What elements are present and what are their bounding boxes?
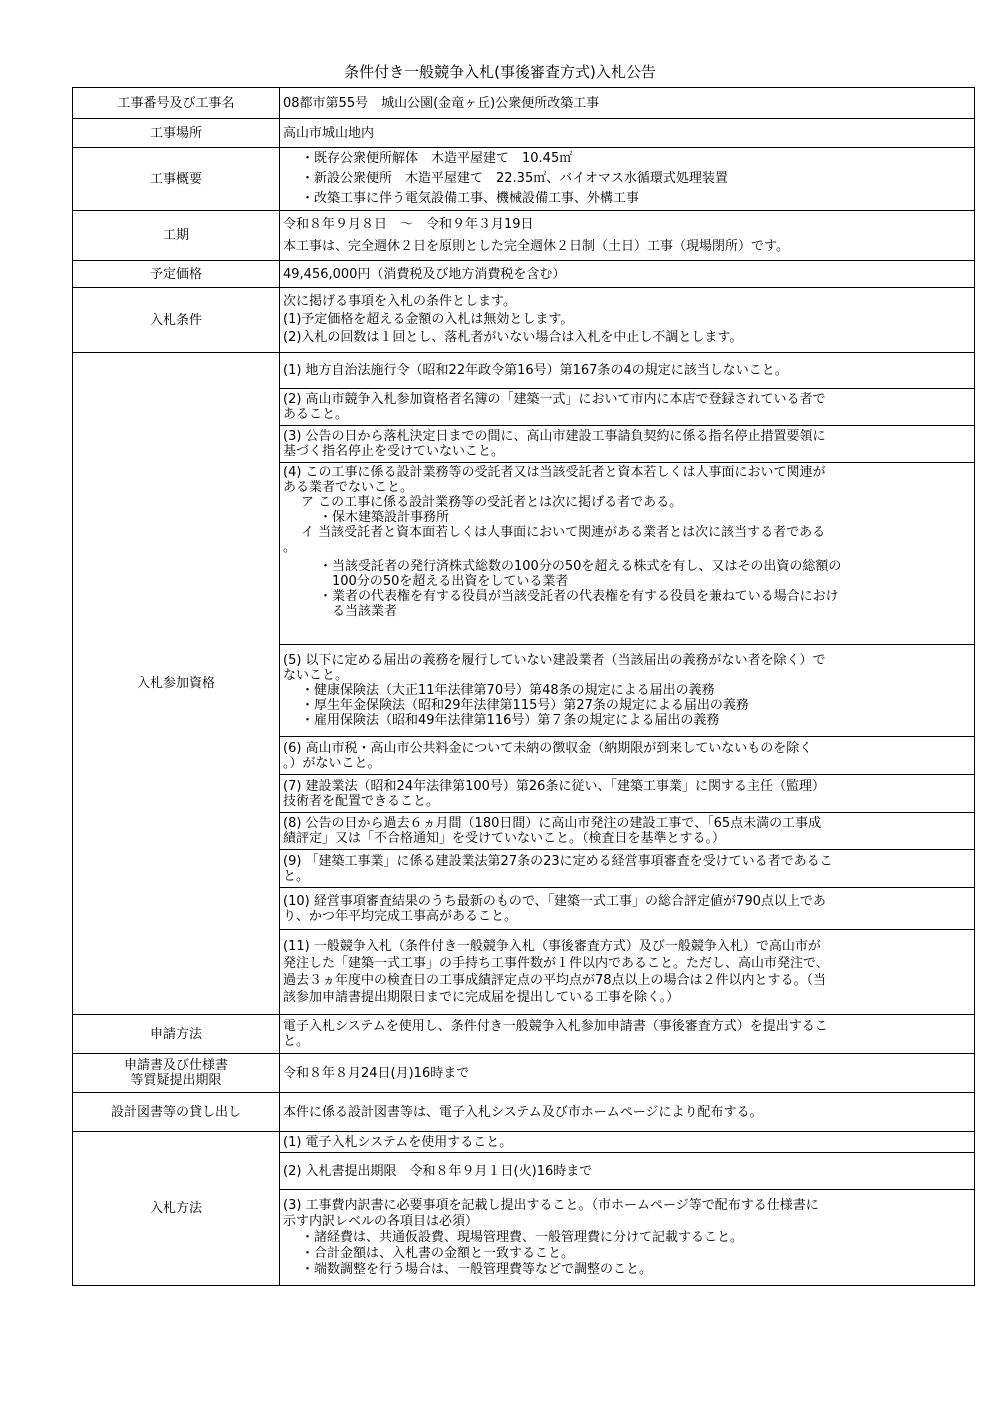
sub-line: 100分の50を超える出資をしている業者 [332,574,569,589]
row-value: 令和８年８月24日(月)16時まで [280,1054,975,1093]
sub-line: 。 [283,540,297,555]
sub-line: ア この工事に係る設計業務等の受託者とは次に掲げる者である。 [301,495,683,510]
row-label: 入札条件 [73,288,280,353]
row-label: 入札方法 [73,1132,280,1286]
row-label: 予定価格 [73,261,280,288]
sub-line: ・厚生年金保険法（昭和29年法律第115号）第27条の規定による届出の義務 [301,698,749,713]
table-row [73,353,975,389]
item-line: (5) 以下に定める届出の義務を履行していない建設業者（当該届出の義務がない者を除く）で [283,653,826,668]
condition-line: (1)予定価格を超える金額の入札は無効とします。 [283,312,574,327]
row-label [73,1054,280,1093]
period-line: 令和８年９月８日 ～ 令和９年３月19日 [283,216,534,232]
page-title: 条件付き一般競争入札(事後審査方式)入札公告 [344,63,656,81]
item-line: 示す内訳レベルの各項目は必須） [283,1213,479,1229]
item-line: (7) 建設業法（昭和24年法律第100号）第26条に従い、「建築工事業」に関する主任（監理） [283,778,825,794]
item-line: (10) 経営事項審査結果のうち最新のもので、「建築一式工事」の総合評定値が790点以上であ [283,893,826,909]
sub-line: ・合計金額は、入札書の金額と一致すること。 [301,1245,575,1261]
table-row [73,148,975,211]
value-line: 電子入札システムを使用し、条件付き一般競争入札参加申請書（事後審査方式）を提出するこ [283,1019,828,1034]
row-label: 申請方法 [73,1015,280,1054]
condition-line: (2)入札の回数は１回とし、落札者がいない場合は入札を中止し不調とします。 [283,330,743,345]
item-line: ないこと。 [283,668,349,683]
table-row [73,211,975,261]
method-item [280,1190,975,1286]
item-line: (2) 高山市競争入札参加資格者名簿の「建築一式」において市内に本店で登録されている者で [283,392,826,407]
item-line: 該参加申請書提出期限日までに完成届を提出している工事を除く。） [283,990,680,1005]
item-line: (4) この工事に係る設計業務等の受託者又は当該受託者と資本若しくは人事面において関連が [283,465,826,480]
qualification-item [280,888,975,930]
sub-line: る当該業者 [332,604,398,619]
table-row [73,261,975,288]
row-value: 高山市城山地内 [280,119,975,148]
sub-line: ・業者の代表権を有する役員が当該受託者の代表権を有する役員を兼ねている場合におけ [319,589,839,604]
row-value [280,288,975,353]
item-line: 績評定」又は「不合格通知」を受けていないこと。（検査日を基準とする。） [283,831,726,846]
qualification-item [280,775,975,813]
sub-line: ・端数調整を行う場合は、一般管理費等などで調整のこと。 [301,1261,653,1277]
row-label: 工期 [73,211,280,261]
qualification-item [280,353,975,389]
overview-line: ・新設公衆便所 木造平屋建て 22.35㎡、バイオマス水循環式処理装置 [301,171,728,186]
condition-line: 次に掲げる事項を入札の条件とします。 [283,294,516,309]
row-value: 本件に係る設計図書等は、電子入札システム及び市ホームページにより配布する。 [280,1093,975,1132]
qualification-item [280,645,975,737]
table-row [73,88,975,119]
item-line: (2) 入札書提出期限 令和８年９月１日(火)16時まで [283,1163,593,1179]
value-line: と。 [283,1034,310,1049]
item-line: (9) 「建築工事業」に係る建設業法第27条の23に定める経営事項審査を受けている者であるこ [283,853,833,869]
qualification-item [280,813,975,850]
qualification-item [280,930,975,1015]
label-line: 等質疑提出期限 [130,1073,222,1088]
row-value [280,211,975,261]
row-label: 工事場所 [73,119,280,148]
row-value [280,148,975,211]
item-line: 。）がないこと。 [283,755,381,771]
qualification-item [280,463,975,645]
qualification-item [280,850,975,888]
item-line: 基づく指名停止を受けていないこと。 [283,444,505,459]
sub-line: ・諸経費は、共通仮設費、現場管理費、一般管理費に分けて記載すること。 [301,1229,744,1245]
row-value: 49,456,000円（消費税及び地方消費税を含む） [280,261,975,288]
sub-line: ・雇用保険法（昭和49年法律第116号）第７条の規定による届出の義務 [301,713,720,728]
item-line: 過去３ヵ年度中の検査日の工事成績評定点の平均点が78点以上の場合は２件以内とする。（当 [283,973,827,988]
row-label: 入札参加資格 [73,353,280,1015]
table-row [73,1054,975,1093]
item-line: と。 [283,868,310,884]
overview-line: ・既存公衆便所解体 木造平屋建て 10.45㎡ [301,151,573,166]
item-line: (3) 工事費内訳書に必要事項を記載し提出すること。（市ホームページ等で配布する仕様書に [283,1197,819,1213]
sub-line: ・健康保険法（大正11年法律第70号）第48条の規定による届出の義務 [301,683,715,698]
table-row [73,288,975,353]
item-line: (1) 電子入札システムを使用すること。 [283,1134,513,1150]
item-line: 発注した「建築一式工事」の手持ち工事件数が１件以内であること。ただし、高山市発注で、 [283,956,829,971]
method-item [280,1132,975,1153]
sub-line: イ 当該受託者と資本面若しくは人事面において関連がある業者とは次に該当する者である [301,525,826,540]
item-line: (8) 公告の日から過去６ヵ月間（180日間）に高山市発注の建設工事で、「65点未満の工事成 [283,816,822,831]
item-line: (1) 地方自治法施行令（昭和22年政令第16号）第167条の4の規定に該当しないこと。 [283,363,788,378]
item-line: り、かつ年平均完成工事高があること。 [283,908,518,924]
table-row [73,119,975,148]
row-label: 設計図書等の貸し出し [73,1093,280,1132]
table-row [73,1015,975,1054]
qualification-item [280,389,975,426]
table-row [73,1093,975,1132]
qualification-item [280,426,975,463]
qualification-item [280,737,975,775]
overview-line: ・改築工事に伴う電気設備工事、機械設備工事、外構工事 [301,191,640,206]
row-value: 08都市第55号 城山公園(金竜ヶ丘)公衆便所改築工事 [280,88,975,119]
period-note: 本工事は、完全週休２日を原則とした完全週休２日制（土日）工事（現場閉所）です。 [283,238,789,254]
item-line: あること。 [283,407,349,422]
row-label: 工事概要 [73,148,280,211]
row-value [280,1015,975,1054]
method-item [280,1153,975,1190]
table-row [73,1132,975,1153]
row-label: 工事番号及び工事名 [73,88,280,119]
item-line: ある業者でないこと。 [283,480,414,495]
item-line: (3) 公告の日から落札決定日までの間に、高山市建設工事請負契約に係る指名停止措置要領に [283,429,826,444]
item-line: 技術者を配置できること。 [283,793,440,809]
item-line: (11) 一般競争入札（条件付き一般競争入札（事後審査方式）及び一般競争入札）で高山市が [283,939,821,954]
sub-line: ・当該受託者の発行済株式総数の100分の50を超える株式を有し、又はその出資の総額の [319,559,842,574]
sub-line: ・保木建築設計事務所 [319,510,450,525]
notice-table [72,87,975,1286]
label-line: 申請書及び仕様書 [123,1058,228,1073]
item-line: (6) 高山市税・高山市公共料金について未納の徴収金（納期限が到来していないものを除く [283,740,813,756]
